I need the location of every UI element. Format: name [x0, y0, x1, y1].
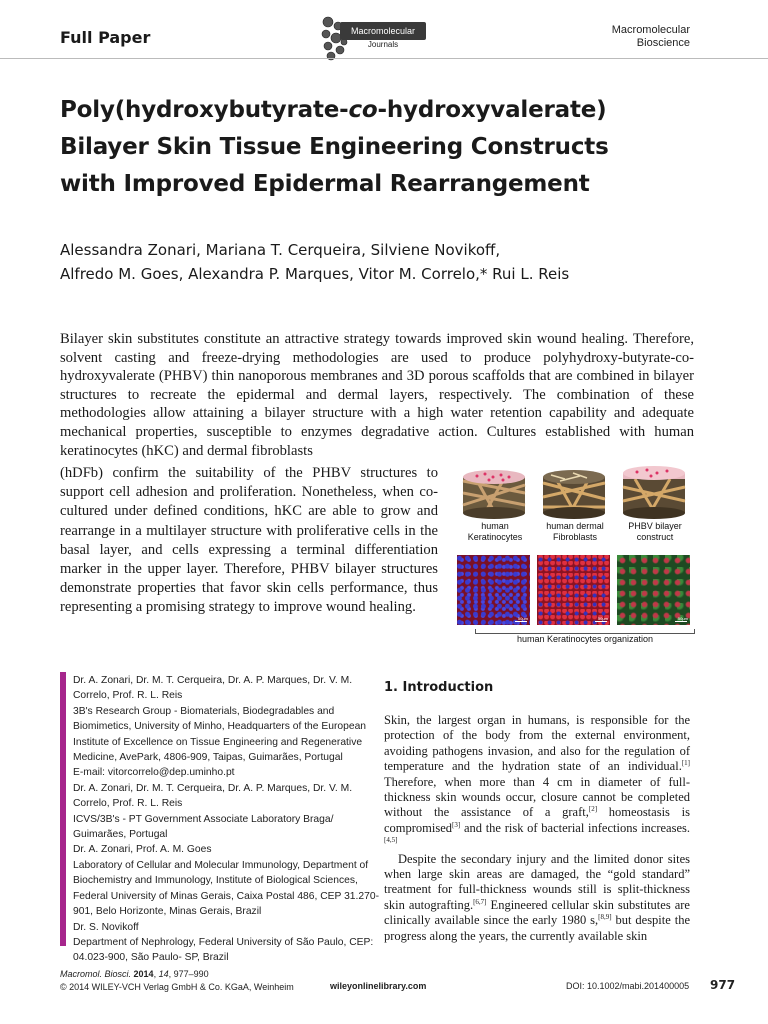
logo-subtitle: Journals [367, 40, 399, 49]
micrograph-bilayer: 50μm [617, 555, 690, 625]
affiliations-block [73, 673, 379, 966]
section-label: Full Paper [60, 28, 151, 47]
header-divider [0, 58, 768, 59]
author-line: Alfredo M. Goes, Alexandra P. Marques, Vitor M. Correlo,* Rui L. Reis [60, 265, 570, 283]
keratinocyte-scaffold-icon [463, 470, 525, 519]
citation-year: 2014 [133, 969, 154, 979]
affiliation-line: 3B's Research Group - Biomaterials, Biodegradables and [73, 705, 335, 717]
affiliation-line: E-mail: vitorcorrelo@dep.uminho.pt [73, 767, 235, 779]
fibroblast-scaffold-icon [543, 470, 605, 519]
affiliation-line: Dr. A. Zonari, Dr. M. T. Cerqueira, Dr. A. P. Marques, Dr. V. M. [73, 782, 353, 794]
affiliation-line: Institute of Excellence on Tissue Engineering and Regenerative [73, 736, 363, 748]
graphic-label: PHBV bilayer construct [628, 521, 682, 542]
website-link[interactable]: wileyonlinelibrary.com [330, 981, 427, 991]
affiliation-line: Correlo, Prof. R. L. Reis [73, 690, 183, 702]
paragraph-text: Skin, the largest organ in humans, is responsible for the protection of the body from the external environment, avoiding pathogens invasion, and also for the regulation of temperature and the hydration state of an individual. [384, 713, 690, 774]
paragraph-text: Therefore, when more than 4 cm in diameter of full-thickness skin wounds occur, closure cannot be completed without the assistance of a graft, [384, 774, 690, 820]
scaffold-illustration [455, 463, 695, 523]
affiliation-line: Biomimetics, University of Minho, Headquarters of the European [73, 721, 367, 733]
affiliation-line: Dr. A. Zonari, Prof. A. M. Goes [73, 844, 212, 856]
paragraph-text: and the risk of bacterial infections increases. [460, 820, 690, 835]
section-heading: 1. Introduction [384, 680, 494, 695]
journal-abbrev: Macromol. Biosci. [60, 969, 132, 979]
abstract-text: Bilayer skin substitutes constitute an attractive strategy towards improved skin wound healing. Therefore, solvent casting and freeze-drying methodologies are used to produce polyhydroxy-butyrate-co-hydroxyvalerate (PHBV) thin nanoporous membranes and 3D porous scaffolds that are combined in bilayer structures to recreate the epidermal and dermal layers, respectively. The combination of these methodologies allow attaining a bilayer structure with a high water retention capability and adequate mechanical properties, susceptible to enzymes degradative action. Cultures established with human keratinocytes (hKC) and dermal fibroblasts [60, 331, 694, 459]
citation-ref[interactable]: [1] [681, 759, 690, 768]
micrograph-fibroblasts: 50μm [537, 555, 610, 625]
graphic-label: human Keratinocytes [467, 521, 523, 542]
journal-logo [318, 12, 430, 64]
copyright: © 2014 WILEY-VCH Verlag GmbH & Co. KGaA, Weinheim [60, 982, 294, 992]
article-title [60, 92, 700, 203]
affiliation-line: Medicine, AvePark, 4806-909, Taipas, Guimarães, Portugal [73, 752, 343, 764]
affiliation-line: Laboratory of Cellular and Molecular Immunology, Department of [73, 859, 369, 871]
journal-name-line: Macromolecular [611, 24, 690, 36]
affiliation-line: Guimarães, Portugal [73, 829, 168, 841]
journal-name [612, 24, 690, 50]
title-line: Bilayer Skin Tissue Engineering Constructs [60, 134, 609, 160]
affiliation-line: Dr. S. Novikoff [73, 921, 139, 933]
introduction-body [384, 713, 690, 944]
citation-ref[interactable]: [4,5] [384, 836, 398, 845]
intro-paragraph [384, 852, 690, 944]
bilayer-construct-icon [623, 466, 685, 519]
author-line: Alessandra Zonari, Mariana T. Cerqueira, Silviene Novikoff, [60, 241, 501, 259]
page-number: 977 [710, 978, 736, 992]
affiliation-line: 901, Belo Horizonte, Minas Gerais, Brazil [73, 906, 262, 918]
logo-banner: Macromolecular [340, 22, 426, 40]
citation-ref[interactable]: [6,7] [473, 897, 487, 906]
graphic-label: human dermal Fibroblasts [546, 521, 604, 542]
affiliation-line: Correlo, Prof. R. L. Reis [73, 798, 183, 810]
citation-ref[interactable]: [8,9] [598, 913, 612, 922]
citation-volume: 14 [158, 969, 169, 979]
title-line: Poly(hydroxybutyrate-co-hydroxyvalerate) [60, 97, 607, 123]
citation-ref[interactable]: [3] [452, 820, 461, 829]
affiliation-line: Dr. A. Zonari, Dr. M. T. Cerqueira, Dr. A. P. Marques, Dr. V. M. [73, 675, 353, 686]
toc-graphic [455, 463, 695, 655]
paragraph-text: homeostasis is compromised [384, 805, 690, 835]
citation-ref[interactable]: [2] [588, 805, 598, 814]
author-list [60, 238, 700, 286]
affiliation-line: Department of Nephrology, Federal University of São Paulo, CEP: [73, 936, 374, 948]
affiliation-line: ICVS/3B's - PT Government Associate Laboratory Braga/ [73, 813, 334, 825]
abstract-text-continued: (hDFb) confirm the suitability of the PHBV structures to support cell adhesion and proliferation. Nonetheless, when co-cultured under defined conditions, hKC are able to grow and rearrange in a multilayer structure with proliferative cells in the basal layer, and cells expressing a terminal differentiation marker in the upper layer. Therefore, PHBV bilayer structures demonstrate properties that favor skin cells performance, thus representing a promising strategy to improve wound healing. [60, 465, 438, 616]
intro-paragraph [384, 713, 690, 852]
doi[interactable]: DOI: 10.1002/mabi.201400005 [566, 981, 690, 991]
paragraph-text: but despite the progress along the years, the currently available skin [384, 913, 691, 943]
paragraph-text: Despite the secondary injury and the limited donor sites when large skin areas are damaged, the “gold standard” treatment for full-thickness wounds still is split-thickness skin autografting. [384, 851, 690, 912]
affiliation-line: Biochemistry and Immunology, Institute of Biological Sciences, [73, 875, 358, 887]
affiliation-line: 04.023-900, São Paulo- SP, Brazil [73, 952, 229, 964]
graphic-caption: human Keratinocytes organization [516, 634, 654, 644]
footer-citation: Macromol. Biosci. 2014, 14, 977–990 © 2014 WILEY-VCH Verlag GmbH & Co. KGaA, Weinheim [60, 969, 294, 992]
affiliation-accent-bar [60, 672, 66, 946]
paragraph-text: Engineered cellular skin substitutes are clinically available since the early 1980 s, [384, 897, 690, 928]
title-line: with Improved Epidermal Rearrangement [60, 171, 590, 197]
affiliation-line: Federal University of Minas Gerais, Caixa Postal 486, CEP 31.270- [73, 890, 379, 902]
journal-name-line: Bioscience [636, 37, 690, 49]
micrograph-keratinocytes: 50μm [457, 555, 530, 625]
citation-pages: 977–990 [173, 969, 209, 979]
